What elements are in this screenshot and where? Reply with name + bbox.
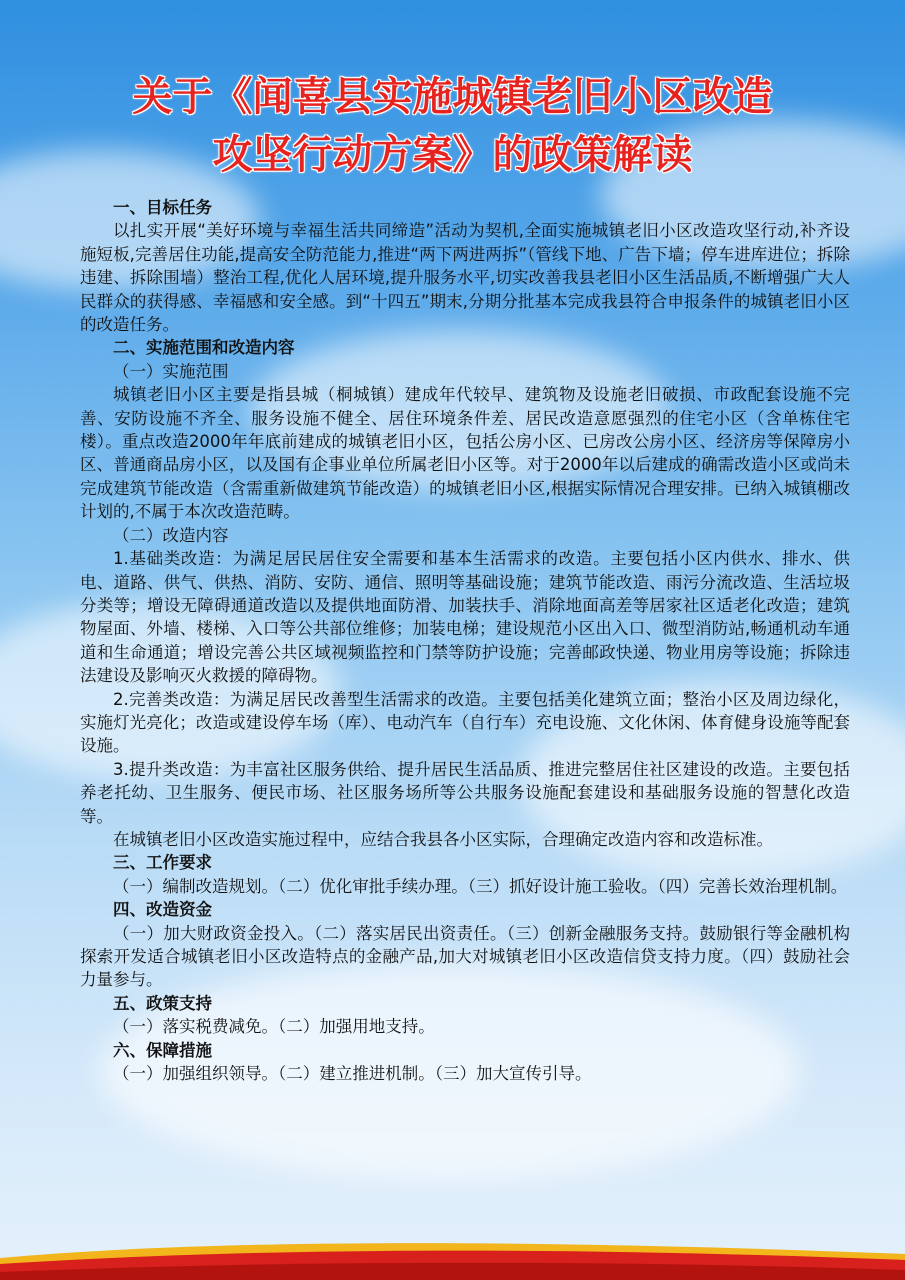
page-title xyxy=(0,68,905,184)
section-heading: 三、工作要求 xyxy=(113,853,212,873)
paragraph: 以扎实开展“美好环境与幸福生活共同缔造”活动为契机,全面实施城镇老旧小区改造攻坚行动,补齐设施短板,完善居住功能,提高安全防范能力,推进“两下两进两拆”（管线下地、广告下墙；停车进库进位；拆除违建、拆除围墙）整治工程,优化人居环境,提升服务水平,切实改善我县老旧小区生活品质,不断增强广大人民群众的获得感、幸福感和安全感。到“十四五”期末,分期分批基本完成我县符合申报条件的城镇老旧小区的改造任务。 xyxy=(80,221,850,335)
paragraph: （一）加大财政资金投入。（二）落实居民出资责任。（三）创新金融服务支持。鼓励银行等金融机构探索开发适合城镇老旧小区改造特点的金融产品,加大对城镇老旧小区改造信贷支持力度。（四）鼓励社会力量参与。 xyxy=(80,923,850,990)
red-ribbon-decoration xyxy=(0,1220,905,1280)
subsection-heading: （二）改造内容 xyxy=(113,525,229,545)
section-heading: 一、目标任务 xyxy=(113,198,212,217)
title-line-1: 关于《闻喜县实施城镇老旧小区改造 xyxy=(132,73,773,120)
section-heading: 六、保障措施 xyxy=(113,1040,212,1060)
section-heading: 五、政策支持 xyxy=(113,993,212,1013)
paragraph: 1.基础类改造：为满足居民居住安全需要和基本生活需求的改造。主要包括小区内供水、排水、供电、道路、供气、供热、消防、安防、通信、照明等基础设施；建筑节能改造、雨污分流改造、生活垃圾分类等；增设无障碍通道改造以及提供地面防滑、加装扶手、消除地面高差等居家社区适老化改造；建筑物屋面、外墙、楼梯、入口等公共部位维修；加装电梯；建设规范小区出入口、微型消防站,畅通机动车通道和生命通道；增设完善公共区域视频监控和门禁等防护设施；完善邮政快递、物业用房等设施；拆除违法建设及影响灭火救援的障碍物。 xyxy=(80,549,850,686)
section-heading: 四、改造资金 xyxy=(113,900,212,920)
paragraph: 城镇老旧小区主要是指县城（桐城镇）建成年代较早、建筑物及设施老旧破损、市政配套设施不完善、安防设施不齐全、服务设施不健全、居住环境条件差、居民改造意愿强烈的住宅小区（含单栋住宅楼）。重点改造2000年年底前建成的城镇老旧小区，包括公房小区、已房改公房小区、经济房等保障房小区、普通商品房小区，以及国有企事业单位所属老旧小区等。对于2000年以后建成的确需改造小区或尚未完成建筑节能改造（含需重新做建筑节能改造）的城镇老旧小区,根据实际情况合理安排。已纳入城镇棚改计划的,不属于本次改造范畴。 xyxy=(80,385,850,522)
paragraph: （一）编制改造规划。（二）优化审批手续办理。（三）抓好设计施工验收。（四）完善长效治理机制。 xyxy=(113,876,848,896)
section-heading: 二、实施范围和改造内容 xyxy=(113,338,295,358)
title-line-2: 攻坚行动方案》的政策解读 xyxy=(212,131,693,178)
paragraph: 在城镇老旧小区改造实施过程中，应结合我县各小区实际，合理确定改造内容和改造标准。 xyxy=(113,829,773,849)
paragraph: （一）加强组织领导。（二）建立推进机制。（三）加大宣传引导。 xyxy=(113,1064,592,1084)
paragraph: （一）落实税费减免。（二）加强用地支持。 xyxy=(113,1017,435,1037)
paragraph: 2.完善类改造：为满足居民改善型生活需求的改造。主要包括美化建筑立面；整治小区及周边绿化，实施灯光亮化；改造或建设停车场（库）、电动汽车（自行车）充电设施、文化休闲、体育健身设施等配套设施。 xyxy=(80,689,850,756)
policy-content xyxy=(80,196,850,1085)
paragraph: 3.提升类改造：为丰富社区服务供给、提升居民生活品质、推进完整居住社区建设的改造。主要包括养老托幼、卫生服务、便民市场、社区服务场所等公共服务设施配套建设和基础服务设施的智慧化改造等。 xyxy=(80,759,850,826)
subsection-heading: （一）实施范围 xyxy=(113,361,229,381)
